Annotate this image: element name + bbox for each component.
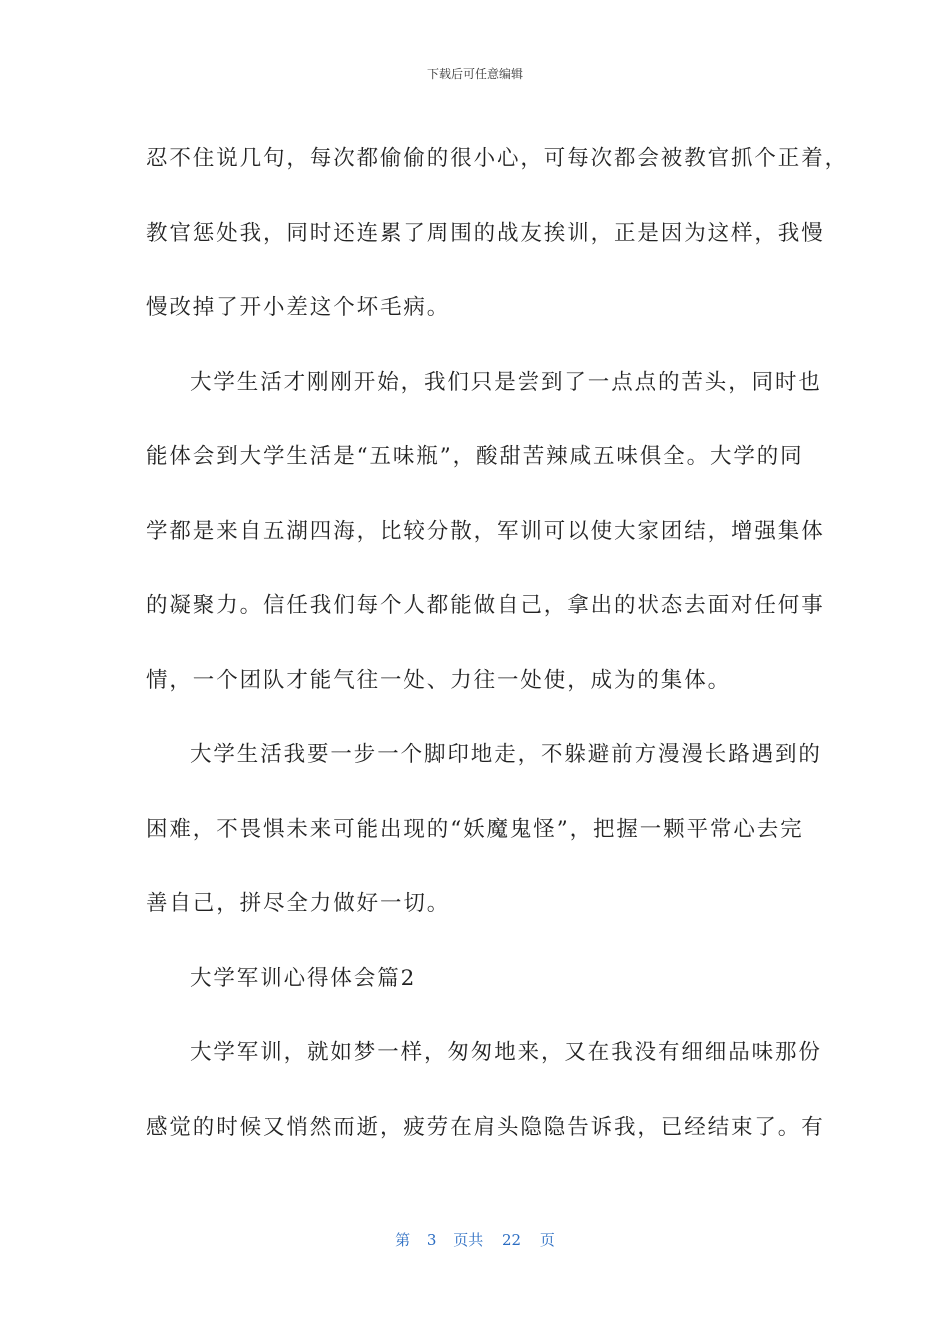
- text-line: 大学军训，就如梦一样，匆匆地来，又在我没有细细品味那份: [190, 1040, 822, 1065]
- page-header: 下载后可任意编辑: [426, 67, 523, 81]
- text-line: 感觉的时候又悄然而逝，疲劳在肩头隐隐告诉我，已经结束了。有: [146, 1114, 825, 1140]
- text-line: 教官惩处我，同时还连累了周围的战友挨训，正是因为这样，我慢: [146, 220, 825, 246]
- document-body: [146, 122, 849, 1165]
- footer-total-label: 页共: [453, 1231, 484, 1249]
- total-pages-number: 22: [502, 1231, 522, 1249]
- text-line: 大学生活才刚刚开始，我们只是尝到了一点点的苦头，同时也: [190, 369, 822, 395]
- text-line: 学都是来自五湖四海，比较分散，军训可以使大家团结，增强集体: [146, 518, 825, 544]
- text-line: 善自己，拼尽全力做好一切。: [146, 891, 451, 916]
- footer-page-label: 第: [395, 1231, 411, 1249]
- text-line: 能体会到大学生活是“五味瓶”，酸甜苦辣咸五味俱全。大学的同: [146, 444, 804, 469]
- text-line: 慢改掉了开小差这个坏毛病。: [146, 295, 451, 320]
- current-page-number: 3: [426, 1231, 437, 1249]
- footer-end-label: 页: [539, 1231, 555, 1249]
- text-line: 情，一个团队才能气往一处、力往一处使，成为的集体。: [146, 667, 732, 693]
- text-line: 忍不住说几句，每次都偷偷的很小心，可每次都会被教官抓个正着，: [146, 146, 849, 171]
- section-heading: 大学军训心得体会篇2: [190, 965, 417, 991]
- text-line: 大学生活我要一步一个脚印地走，不躲避前方漫漫长路遇到的: [190, 742, 822, 767]
- text-line: 困难，不畏惧未来可能出现的“妖魔鬼怪”，把握一颗平常心去完: [146, 816, 804, 842]
- text-line: 的凝聚力。信任我们每个人都能做自己，拿出的状态去面对任何事: [146, 593, 825, 618]
- page-footer: [0, 1230, 950, 1250]
